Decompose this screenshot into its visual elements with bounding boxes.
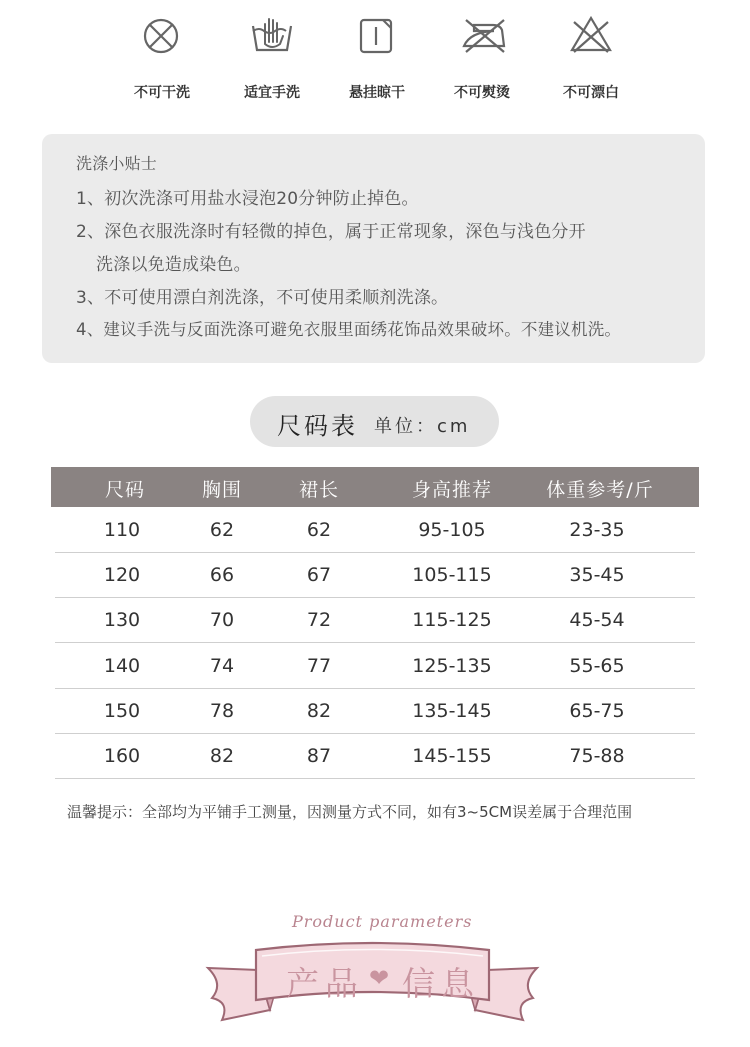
table-row <box>55 688 695 734</box>
cell-height: 135-145 <box>412 700 492 722</box>
cell-height: 105-115 <box>412 564 492 586</box>
cell-length: 72 <box>306 609 332 631</box>
tips-line: 2、深色衣服洗涤时有轻微的掉色，属于正常现象，深色与浅色分开 <box>76 222 586 242</box>
cell-size: 130 <box>103 609 141 631</box>
cell-height: 95-105 <box>418 519 486 541</box>
care-no-dry-clean <box>112 14 212 104</box>
cell-chest: 66 <box>209 564 235 586</box>
size-table-header <box>51 467 699 507</box>
cell-chest: 74 <box>209 655 235 677</box>
cell-chest: 78 <box>209 700 235 722</box>
column-header-height: 身高推荐 <box>411 479 493 501</box>
tips-line: 4、建议手洗与反面洗涤可避免衣服里面绣花饰品效果破坏。不建议机洗。 <box>76 320 622 339</box>
no-bleach-icon <box>569 14 613 58</box>
column-header-length: 裙长 <box>298 479 340 501</box>
care-label: 不可熨烫 <box>454 85 510 101</box>
cell-size: 150 <box>103 700 141 722</box>
table-row <box>55 643 695 689</box>
cell-length: 77 <box>306 655 332 677</box>
cell-weight: 55-65 <box>569 655 625 677</box>
cell-length: 82 <box>306 700 332 722</box>
cell-length: 67 <box>306 564 332 586</box>
care-hand-wash <box>222 14 322 104</box>
cell-weight: 65-75 <box>569 700 625 722</box>
cell-chest: 62 <box>209 519 235 541</box>
cell-height: 125-135 <box>412 655 492 677</box>
cell-length: 62 <box>306 519 332 541</box>
no-iron-icon <box>460 14 510 58</box>
cell-weight: 23-35 <box>569 519 625 541</box>
care-no-iron <box>432 14 532 104</box>
size-chart-unit: 单位：cm <box>374 416 471 437</box>
table-row <box>55 507 695 553</box>
care-hang-dry <box>327 14 427 104</box>
tips-line: 3、不可使用漂白剂洗涤，不可使用柔顺剂洗涤。 <box>76 288 449 308</box>
cell-height: 115-125 <box>412 609 492 631</box>
tips-line: 洗涤以免造成染色。 <box>96 255 251 275</box>
cell-length: 87 <box>306 745 332 767</box>
hang-dry-icon <box>355 14 399 58</box>
cell-size: 160 <box>103 745 141 767</box>
banner-title-left: 产品 <box>286 964 364 1003</box>
washing-tips-box <box>42 134 705 363</box>
no-dry-clean-icon <box>140 14 184 58</box>
column-header-chest: 胸围 <box>201 479 243 501</box>
banner-title-right: 信息 <box>402 964 480 1003</box>
tips-title: 洗涤小贴士 <box>76 154 158 173</box>
size-chart-title: 尺码表 <box>277 412 358 440</box>
banner-script-text: Product parameters <box>292 912 473 931</box>
tips-line: 1、初次洗涤可用盐水浸泡20分钟防止掉色。 <box>76 189 419 209</box>
cell-chest: 70 <box>209 609 235 631</box>
cell-size: 120 <box>103 564 141 586</box>
care-label: 适宜手洗 <box>244 85 300 101</box>
column-header-size: 尺码 <box>104 479 146 501</box>
cell-weight: 75-88 <box>569 745 625 767</box>
column-header-weight: 体重参考/斤 <box>546 479 654 501</box>
care-label: 不可漂白 <box>563 85 619 101</box>
cell-chest: 82 <box>209 745 235 767</box>
table-row <box>55 597 695 643</box>
table-row <box>55 552 695 598</box>
cell-weight: 45-54 <box>569 609 625 631</box>
cell-height: 145-155 <box>412 745 492 767</box>
cell-weight: 35-45 <box>569 564 625 586</box>
cell-size: 110 <box>103 519 141 541</box>
size-chart-title-pill <box>250 396 499 447</box>
care-no-bleach <box>541 14 641 104</box>
table-row <box>55 733 695 779</box>
care-label: 悬挂晾干 <box>349 85 405 101</box>
cell-size: 140 <box>103 655 141 677</box>
care-label: 不可干洗 <box>134 85 190 101</box>
heart-icon: ❤ <box>369 964 390 992</box>
measurement-note: 温馨提示：全部均为平铺手工测量，因测量方式不同，如有3~5CM误差属于合理范围 <box>67 803 633 821</box>
hand-wash-icon <box>250 14 294 58</box>
